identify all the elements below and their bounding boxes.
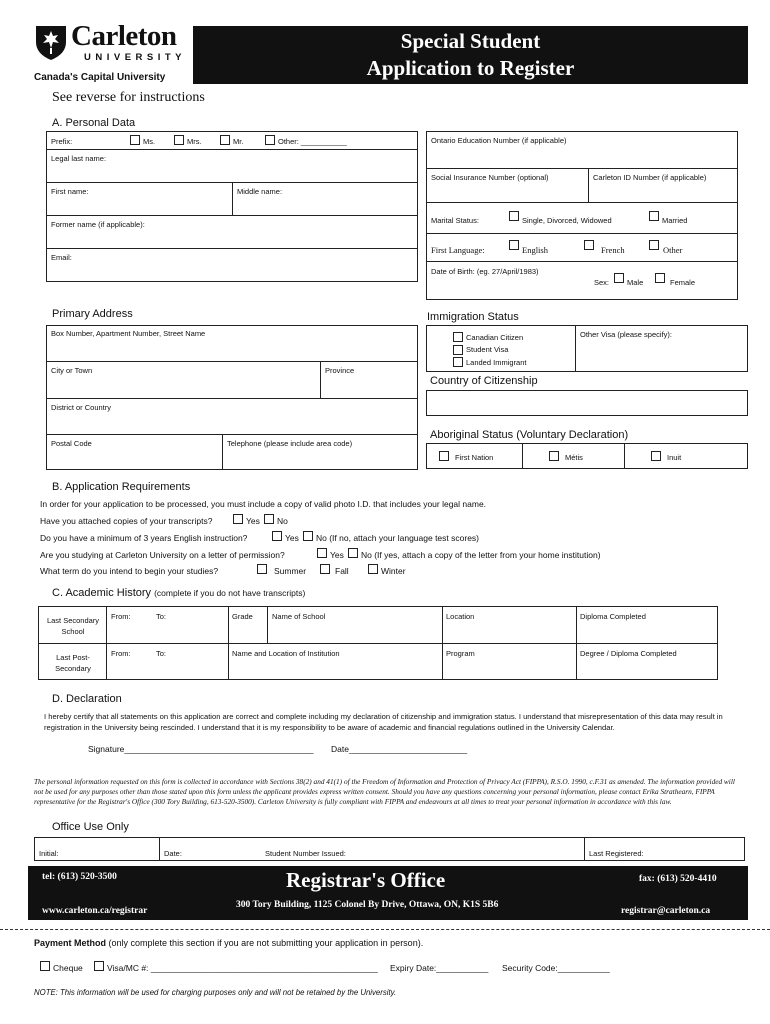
academic-heading-note: (complete if you do not have transcripts): [154, 588, 306, 598]
other-label: Other: ___________: [278, 137, 347, 146]
email-label: Email:: [51, 253, 72, 262]
secondary-from-label: From:: [111, 612, 131, 621]
postal-code-label: Postal Code: [51, 439, 92, 448]
inuit-label: Inuit: [667, 453, 682, 462]
street-label: Box Number, Apartment Number, Street Name: [51, 329, 206, 338]
telephone-label: Telephone (please include area code): [227, 439, 353, 448]
permission-question: Are you studying at Carleton University on a letter of permission?: [40, 550, 285, 560]
carleton-logo: [34, 20, 187, 72]
rule: [159, 837, 160, 861]
cheque-label: Cheque: [53, 963, 83, 973]
cut-line: [0, 929, 770, 930]
payment-note: NOTE: This information will be used for charging purposes only and will not be retained by the University.: [34, 988, 397, 997]
logo-name: Carleton: [71, 20, 177, 52]
ms-checkbox[interactable]: [130, 135, 140, 145]
crest-icon: [34, 24, 68, 62]
cheque-checkbox[interactable]: [40, 961, 50, 971]
mrs-checkbox[interactable]: [174, 135, 184, 145]
expiry-field[interactable]: Expiry Date:___________: [390, 963, 489, 973]
male-checkbox[interactable]: [614, 273, 624, 283]
first-name-label: First name:: [51, 187, 89, 196]
mr-label: Mr.: [233, 137, 244, 146]
rule: [228, 606, 229, 680]
canadian-citizen-checkbox[interactable]: [453, 332, 463, 342]
rule: [426, 233, 738, 234]
transcripts-yes-checkbox[interactable]: [233, 514, 243, 524]
post-from-label: From:: [111, 649, 131, 658]
inuit-checkbox[interactable]: [651, 451, 661, 461]
metis-checkbox[interactable]: [549, 451, 559, 461]
sin-label: Social Insurance Number (optional): [431, 173, 549, 182]
academic-heading: [52, 587, 305, 599]
male-label: Male: [627, 278, 644, 287]
privacy-notice: The personal information requested on this form is collected in accordance with Sections 38(2) and 41(1) of the Freedom of Information and Protection of Privacy Act (FIPPA), R.S.O. 1990, c.F.31 as amended. The information provided will not be used for any purposes other than those stated upon this form unless the applicant provides express written consent. Should you have any questions concerning your personal information, please contact Erika Strathearn, FIPPA representative for the Registrar's Office (300 Tory Building, 613-520-3500). Carleton University is fully compliant with FIPPA and endeavours at all times to treat your personal information in accordance with this law.: [34, 777, 735, 807]
english-label: English: [522, 245, 548, 255]
school-name-label: Name of School: [272, 612, 326, 621]
office-date-label: Date:: [164, 849, 182, 858]
footer-title: Registrar's Office: [286, 868, 446, 892]
rule: [624, 443, 625, 469]
dob-field[interactable]: [427, 280, 587, 298]
other-visa-label: Other Visa (please specify):: [580, 330, 672, 339]
english-no-checkbox[interactable]: [303, 531, 313, 541]
student-visa-label: Student Visa: [466, 345, 509, 354]
aboriginal-heading: Aboriginal Status (Voluntary Declaration): [430, 429, 629, 441]
metis-label: Métis: [565, 453, 583, 462]
declaration-text: I hereby certify that all statements on this application are correct and complete including my declaration of citizenship and immigration status. I understand that misrepresentation of this data may result in registration in the University being rescinded. I understand that it is my responsibility to be aware of academic and financial regulations outlined in the University Calendar.: [44, 712, 723, 732]
carleton-id-label: Carleton ID Number (if applicable): [593, 173, 707, 182]
rule: [442, 606, 443, 680]
landed-immigrant-checkbox[interactable]: [453, 357, 463, 367]
fall-label: Fall: [335, 566, 349, 576]
rule: [267, 606, 268, 643]
citizenship-field[interactable]: [426, 390, 748, 416]
diploma-label: Diploma Completed: [580, 612, 646, 621]
post-to-label: To:: [156, 649, 167, 658]
first-nation-checkbox[interactable]: [439, 451, 449, 461]
english-checkbox[interactable]: [509, 240, 519, 250]
tagline: Canada's Capital University: [34, 72, 166, 83]
citizenship-heading: Country of Citizenship: [430, 375, 538, 387]
canadian-citizen-label: Canadian Citizen: [466, 333, 524, 342]
french-checkbox[interactable]: [584, 240, 594, 250]
rule: [576, 606, 577, 680]
grade-label: Grade: [232, 612, 253, 621]
footer-email[interactable]: registrar@carleton.ca: [621, 906, 711, 916]
other-checkbox[interactable]: [265, 135, 275, 145]
middle-name-label: Middle name:: [237, 187, 283, 196]
english-yes-label: Yes: [285, 533, 299, 543]
city-label: City or Town: [51, 366, 93, 375]
form-title-line1: Special Student: [400, 29, 541, 53]
prefix-label: Prefix:: [51, 137, 73, 146]
footer-address: 300 Tory Building, 1125 Colonel By Drive, Ottawa, ON, K1S 5B6: [236, 900, 499, 910]
rule: [426, 261, 738, 262]
office-heading: Office Use Only: [52, 821, 129, 833]
single-checkbox[interactable]: [509, 211, 519, 221]
married-label: Married: [662, 216, 688, 225]
footer-tel: tel: (613) 520-3500: [42, 872, 117, 882]
rule: [106, 606, 107, 680]
transcripts-question: Have you attached copies of your transcripts?: [40, 516, 213, 526]
payment-heading-note: (only complete this section if you are not submitting your application in person).: [108, 938, 424, 948]
mr-checkbox[interactable]: [220, 135, 230, 145]
english-no-label: No (If no, attach your language test scores): [316, 533, 480, 543]
immigration-heading: Immigration Status: [427, 311, 519, 323]
office-initial-label: Initial:: [39, 849, 59, 858]
mrs-label: Mrs.: [187, 137, 202, 146]
title-banner: [193, 26, 748, 84]
term-question: What term do you intend to begin your studies?: [40, 566, 219, 576]
other-language-label: Other: [663, 245, 683, 255]
winter-label: Winter: [381, 566, 406, 576]
sex-label: Sex:: [594, 278, 610, 287]
female-label: Female: [670, 278, 696, 287]
visa-checkbox[interactable]: [94, 961, 104, 971]
requirements-heading: B. Application Requirements: [52, 481, 191, 493]
secondary-row-label: Last Secondary School: [46, 616, 100, 636]
ms-label: Ms.: [143, 137, 156, 146]
requirements-intro: In order for your application to be processed, you must include a copy of valid photo I.D. that includes your legal name.: [40, 499, 487, 509]
secondary-to-label: To:: [156, 612, 167, 621]
instructions-note: See reverse for instructions: [52, 90, 205, 105]
footer-website[interactable]: www.carleton.ca/registrar: [42, 906, 148, 916]
other-language-checkbox[interactable]: [649, 240, 659, 250]
postsecondary-row-label: Last Post-Secondary: [55, 653, 91, 673]
marital-label: Marital Status:: [431, 216, 479, 225]
form-title-line2: Application to Register: [366, 56, 575, 80]
rule: [38, 643, 718, 644]
transcripts-no-checkbox[interactable]: [264, 514, 274, 524]
country-label: District or Country: [51, 403, 112, 412]
program-label: Program: [446, 649, 475, 658]
rule: [522, 443, 523, 469]
legal-last-name-label: Legal last name:: [51, 154, 107, 163]
winter-checkbox[interactable]: [368, 564, 378, 574]
summer-label: Summer: [274, 566, 307, 576]
logo-subtitle: UNIVERSITY: [84, 52, 187, 63]
rule: [426, 202, 738, 203]
first-nation-label: First Nation: [455, 453, 494, 462]
student-number-label: Student Number Issued:: [265, 849, 346, 858]
married-checkbox[interactable]: [649, 211, 659, 221]
visa-field[interactable]: Visa/MC #: ________________________________________________: [107, 963, 378, 973]
permission-no-label: No (If yes, attach a copy of the letter from your home institution): [361, 550, 601, 560]
declaration-heading: D. Declaration: [52, 693, 122, 705]
academic-heading-text: C. Academic History: [52, 587, 152, 599]
email-field[interactable]: [47, 249, 417, 281]
oen-label: Ontario Education Number (if applicable): [431, 136, 567, 145]
degree-label: Degree / Diploma Completed: [580, 649, 677, 658]
location-label: Location: [446, 612, 475, 621]
english-question: Do you have a minimum of 3 years English instruction?: [40, 533, 248, 543]
province-label: Province: [325, 366, 355, 375]
fall-checkbox[interactable]: [320, 564, 330, 574]
first-language-label: First Language:: [431, 245, 485, 255]
french-label: French: [601, 245, 625, 255]
date-line[interactable]: Date_________________________: [331, 744, 468, 754]
registrar-footer: [28, 866, 748, 920]
permission-no-checkbox[interactable]: [348, 548, 358, 558]
english-yes-checkbox[interactable]: [272, 531, 282, 541]
transcripts-no-label: No: [277, 516, 288, 526]
female-checkbox[interactable]: [655, 273, 665, 283]
summer-checkbox[interactable]: [257, 564, 267, 574]
dob-label: Date of Birth: (eg. 27/April/1983): [431, 267, 539, 276]
former-name-label: Former name (if applicable):: [51, 220, 145, 229]
permission-yes-label: Yes: [330, 550, 344, 560]
payment-heading-text: Payment Method: [34, 938, 107, 948]
institution-label: Name and Location of Institution: [232, 649, 340, 658]
footer-fax: fax: (613) 520-4410: [639, 874, 717, 884]
payment-heading: [34, 938, 423, 948]
address-heading: Primary Address: [52, 308, 133, 320]
signature-line[interactable]: Signature________________________________________: [88, 744, 314, 754]
last-registered-label: Last Registered:: [589, 849, 644, 858]
permission-yes-checkbox[interactable]: [317, 548, 327, 558]
transcripts-yes-label: Yes: [246, 516, 260, 526]
single-label: Single, Divorced, Widowed: [522, 216, 612, 225]
personal-heading: A. Personal Data: [52, 117, 136, 129]
rule: [584, 837, 585, 861]
landed-immigrant-label: Landed Immigrant: [466, 358, 527, 367]
security-code-field[interactable]: Security Code:___________: [502, 963, 610, 973]
student-visa-checkbox[interactable]: [453, 345, 463, 355]
